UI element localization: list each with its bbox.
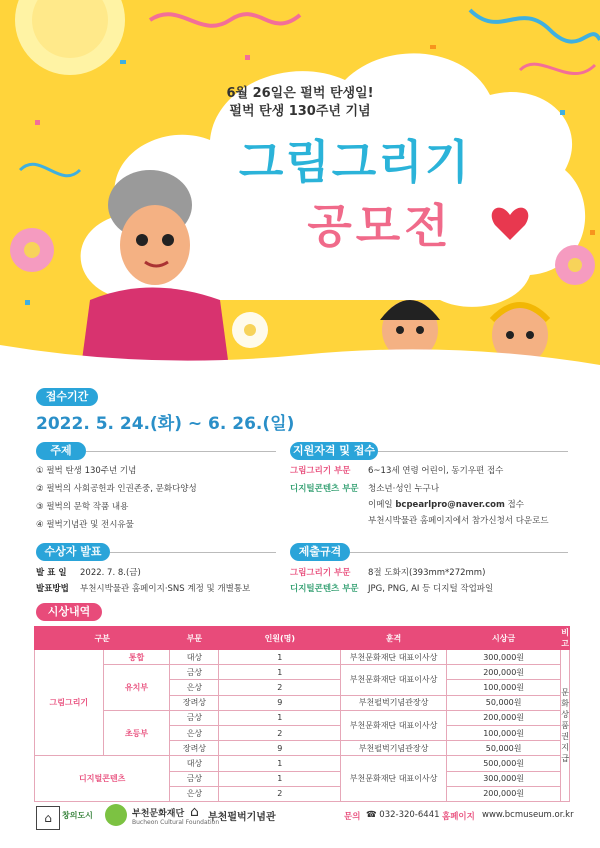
eligibility-cat-drawing: 그림그리기 부문 — [290, 466, 351, 476]
count-cell: 1 — [219, 771, 341, 786]
contact-label: 문의 — [344, 812, 361, 822]
prize-cell: 200,000원 — [446, 786, 560, 801]
announce-label: 수상자 발표 — [36, 543, 110, 561]
table-row — [35, 756, 570, 771]
count-cell: 9 — [219, 695, 341, 710]
division-cell: 장려상 — [170, 695, 219, 710]
category-drawing: 그림그리기 — [35, 650, 104, 756]
spec-text-drawing: 8절 도화지(393mm*272mm) — [368, 568, 486, 578]
table-row — [35, 665, 570, 680]
spec-text-digital: JPG, PNG, AI 등 디지털 작업파일 — [368, 584, 494, 594]
topic-item: ① 펄벅 탄생 130주년 기념 — [36, 466, 137, 476]
award-cell: 부천문화재단 대표이사상 — [341, 710, 447, 740]
divider — [350, 552, 568, 553]
contact-phone[interactable]: ☎ 032-320-6441 — [366, 810, 440, 820]
division-cell: 대상 — [170, 756, 219, 771]
email-address[interactable]: bcpearlpro@naver.com — [395, 500, 505, 510]
hero-banner — [0, 0, 600, 375]
reception-label: 접수기간 — [36, 388, 98, 406]
divider — [378, 451, 568, 452]
award-cell: 부천문화재단 대표이사상 — [341, 756, 447, 802]
topic-item: ④ 펄벅기념관 및 전시유물 — [36, 520, 134, 530]
unesco-icon: ⌂ — [36, 806, 60, 830]
homepage-label: 홈페이지 — [442, 812, 475, 822]
category-digital: 디지털콘텐츠 — [35, 756, 170, 802]
count-cell: 1 — [219, 665, 341, 680]
group-all: 통합 — [103, 650, 170, 665]
award-cell: 부천펄벅기념관장상 — [341, 741, 447, 756]
foundation-logo-icon — [105, 804, 127, 826]
count-cell: 1 — [219, 650, 341, 665]
logo-museum: 부천펄벅기념관 — [208, 812, 276, 823]
division-cell: 대상 — [170, 650, 219, 665]
eligibility-label: 지원자격 및 접수 — [290, 442, 378, 460]
division-cell: 금상 — [170, 771, 219, 786]
count-cell: 2 — [219, 786, 341, 801]
count-cell: 1 — [219, 756, 341, 771]
col-header: 훈격 — [341, 627, 447, 650]
count-cell: 1 — [219, 710, 341, 725]
announce-method-value: 부천시박물관 홈페이지·SNS 계정 및 개별통보 — [80, 584, 251, 594]
group-elem: 초등부 — [103, 710, 170, 756]
prize-cell: 200,000원 — [446, 665, 560, 680]
col-header: 시상금 — [446, 627, 560, 650]
divider — [110, 552, 276, 553]
award-cell: 부천펄벅기념관장상 — [341, 695, 447, 710]
prize-cell: 200,000원 — [446, 710, 560, 725]
download-note: 부천시박물관 홈페이지에서 참가신청서 다운로드 — [368, 516, 549, 526]
division-cell: 은상 — [170, 725, 219, 740]
spec-cat-digital: 디지털콘텐츠 부문 — [290, 584, 359, 594]
table-row — [35, 710, 570, 725]
logo-foundation-en: Bucheon Cultural Foundation — [132, 819, 220, 826]
logo-foundation: 부천문화재단 — [132, 809, 185, 819]
award-cell: 부천문화재단 대표이사상 — [341, 665, 447, 695]
division-cell: 장려상 — [170, 741, 219, 756]
email-line — [368, 498, 524, 510]
title-sub: 공모전 — [307, 199, 453, 253]
prize-cell: 100,000원 — [446, 725, 560, 740]
spec-label: 제출규격 — [290, 543, 350, 561]
group-kinder: 유치부 — [103, 665, 170, 711]
logo-creative-city: 창의도시 — [62, 811, 93, 820]
prize-cell: 300,000원 — [446, 771, 560, 786]
title-main: 그림그리기 — [238, 135, 472, 189]
count-cell: 2 — [219, 725, 341, 740]
count-cell: 9 — [219, 741, 341, 756]
footer — [0, 800, 600, 848]
eligibility-cat-digital: 디지털콘텐츠 부문 — [290, 484, 359, 494]
homepage-url[interactable]: www.bcmuseum.or.kr — [482, 810, 574, 820]
prize-cell: 50,000원 — [446, 741, 560, 756]
reception-dates: 2022. 5. 24.(화) ~ 6. 26.(일) — [36, 414, 295, 434]
col-header: 구분 — [35, 627, 170, 650]
award-cell: 부천문화재단 대표이사상 — [341, 650, 447, 665]
col-header: 인원(명) — [219, 627, 341, 650]
table-header-row — [35, 627, 570, 650]
email-prefix: 이메일 — [368, 500, 393, 510]
note-cell: 문화상품권 지급 — [561, 650, 570, 802]
prize-cell: 100,000원 — [446, 680, 560, 695]
topic-item: ② 펄벅의 사회공헌과 인권존중, 문화다양성 — [36, 484, 197, 494]
announce-date-key: 발 표 일 — [36, 568, 67, 578]
prize-cell: 300,000원 — [446, 650, 560, 665]
museum-building-icon: ⌂ — [190, 804, 199, 820]
division-cell: 은상 — [170, 786, 219, 801]
division-cell: 은상 — [170, 680, 219, 695]
awards-table — [34, 626, 570, 802]
divider — [86, 451, 276, 452]
division-cell: 금상 — [170, 710, 219, 725]
announce-date-value: 2022. 7. 8.(금) — [80, 568, 141, 578]
hero-line-1: 6월 26일은 펄벅 탄생일! — [226, 86, 374, 101]
email-suffix: 접수 — [507, 500, 524, 510]
topics-label: 주제 — [36, 442, 86, 460]
hero-line-2: 펄벅 탄생 130주년 기념 — [229, 104, 371, 119]
awards-label: 시상내역 — [36, 603, 102, 621]
eligibility-text-digital: 청소년·성인 누구나 — [368, 484, 440, 494]
count-cell: 2 — [219, 680, 341, 695]
prize-cell: 500,000원 — [446, 756, 560, 771]
table-row — [35, 650, 570, 665]
eligibility-text-drawing: 6~13세 연령 어린이, 동기우편 접수 — [368, 466, 504, 476]
division-cell: 금상 — [170, 665, 219, 680]
col-header: 부문 — [170, 627, 219, 650]
prize-cell: 50,000원 — [446, 695, 560, 710]
announce-method-key: 발표방법 — [36, 584, 69, 594]
spec-cat-drawing: 그림그리기 부문 — [290, 568, 351, 578]
topic-item: ③ 펄벅의 문학 작품 내용 — [36, 502, 129, 512]
col-header: 비고 — [561, 628, 569, 648]
